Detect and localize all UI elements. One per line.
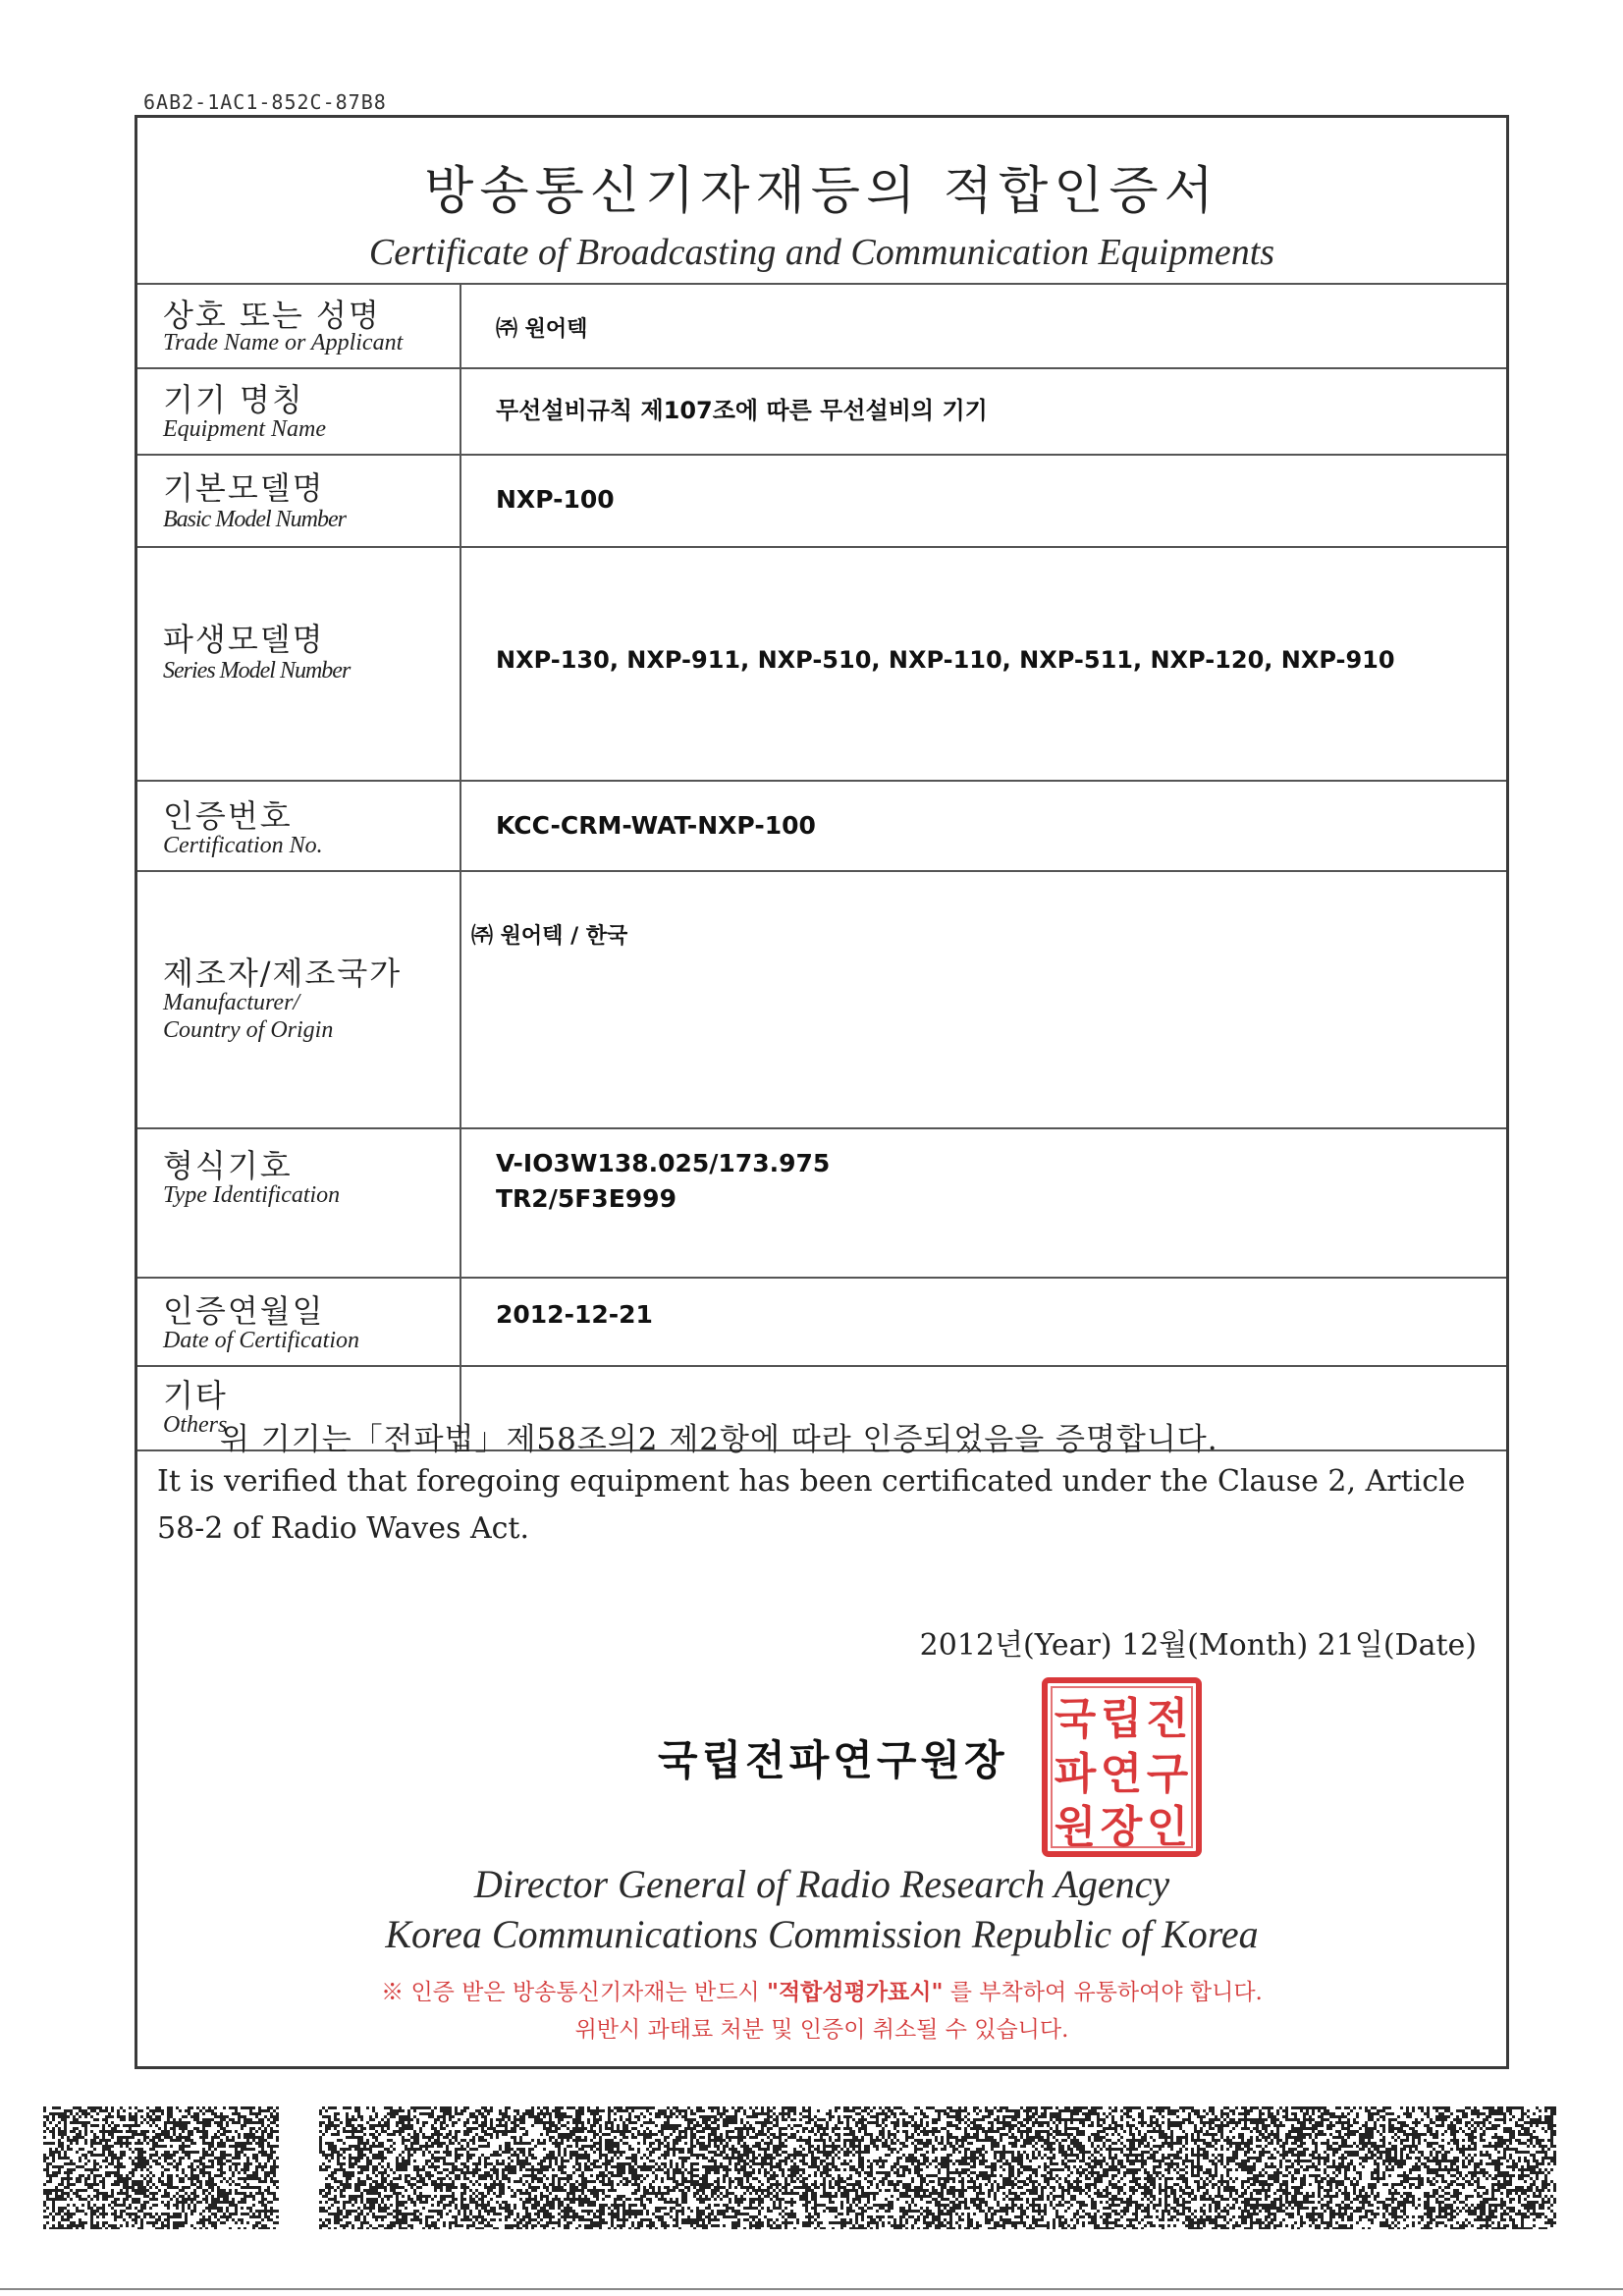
field-value-equipment-name: 무선설비규칙 제107조에 따른 무선설비의 기기 — [496, 397, 988, 424]
field-label-english: Certification No. — [163, 833, 323, 858]
field-label-english: Series Model Number — [163, 658, 351, 683]
notice-line-1 — [137, 1974, 1506, 2006]
seal-character: 립 — [1100, 1694, 1143, 1744]
field-label-korean: 인증연월일 — [163, 1292, 325, 1330]
field-value-date-of-certification: 2012-12-21 — [496, 1300, 653, 1329]
field-value-manufacturer: ㈜ 원어텍 / 한국 — [471, 924, 628, 949]
field-row-certification-number — [137, 782, 1506, 872]
field-label-korean: 제조자/제조국가 — [163, 955, 403, 992]
2d-barcode-right — [319, 2106, 1556, 2229]
certificate-title-english: Certificate of Broadcasting and Communication Equipments — [368, 232, 1275, 273]
field-label-korean: 파생모델명 — [163, 621, 325, 658]
field-label-cell — [137, 782, 461, 870]
field-label-english: Type Identification — [163, 1182, 341, 1208]
field-row-trade-name — [137, 285, 1506, 369]
issuer-organization-english: Korea Communications Commission Republic of Korea — [385, 1912, 1259, 1956]
notice-line-2: 위반시 과태료 처분 및 인증이 취소될 수 있습니다. — [574, 2017, 1069, 2043]
certificate-frame — [135, 115, 1509, 2069]
field-value-basic-model: NXP-100 — [496, 485, 615, 514]
field-label-english: Others — [163, 1412, 228, 1438]
field-value-certification-number: KCC-CRM-WAT-NXP-100 — [496, 811, 816, 840]
seal-character: 국 — [1054, 1694, 1097, 1744]
field-label-korean: 기기 명칭 — [163, 381, 304, 418]
field-label-korean: 형식기호 — [163, 1147, 293, 1184]
field-row-type-identification — [137, 1129, 1506, 1279]
certificate-fields-table — [137, 283, 1506, 1438]
field-label-english: Trade Name or Applicant — [163, 330, 404, 355]
issuer-title-english: Director General of Radio Research Agency — [473, 1862, 1170, 1906]
seal-character: 원 — [1054, 1802, 1097, 1852]
field-row-date-of-certification — [137, 1279, 1506, 1367]
field-row-series-model — [137, 548, 1506, 782]
notice-suffix: 를 부착하여 유통하여야 합니다. — [943, 1980, 1263, 2005]
seal-character: 파 — [1054, 1749, 1097, 1799]
field-label-cell — [137, 369, 461, 454]
official-seal-stamp — [1041, 1676, 1203, 1858]
field-label-korean: 상호 또는 성명 — [163, 297, 381, 334]
field-label-cell — [137, 456, 461, 546]
field-label-korean: 기타 — [163, 1377, 228, 1414]
field-label-cell — [137, 1129, 461, 1277]
notice-prefix: ※ 인증 받은 방송통신기자재는 반드시 — [381, 1980, 767, 2005]
field-label-cell — [137, 1279, 461, 1365]
field-label-cell — [137, 548, 461, 780]
field-label-english: Basic Model Number — [163, 507, 346, 532]
issuer-title-korean: 국립전파연구원장 — [658, 1736, 1008, 1784]
2d-barcode-left — [43, 2106, 279, 2229]
seal-character: 연 — [1100, 1749, 1143, 1799]
seal-character: 인 — [1146, 1802, 1189, 1852]
notice-highlight: "적합성평가표시" — [766, 1980, 944, 2005]
field-label-korean: 인증번호 — [163, 797, 293, 835]
statement-english: It is verified that foregoing equipment has been certificated under the Clause 2, Article 58-2 of Radio Waves Act. — [157, 1464, 1466, 1546]
field-value-trade-name: ㈜ 원어텍 — [496, 317, 588, 342]
field-value-type-identification: V-IO3W138.025/173.975 — [496, 1149, 831, 1177]
certificate-title-korean: 방송통신기자재등의 적합인증서 — [424, 162, 1219, 221]
field-row-basic-model — [137, 456, 1506, 548]
field-label-english-line2: Country of Origin — [163, 1017, 334, 1043]
field-label-cell — [137, 285, 461, 367]
field-label-english: Date of Certification — [163, 1328, 359, 1353]
issue-date: 2012년(Year) 12월(Month) 21일(Date) — [919, 1628, 1477, 1663]
seal-character: 구 — [1146, 1749, 1189, 1799]
field-label-korean: 기본모델명 — [163, 469, 325, 507]
field-row-manufacturer — [137, 872, 1506, 1129]
seal-character: 장 — [1100, 1802, 1143, 1852]
seal-character: 전 — [1146, 1694, 1189, 1744]
field-row-equipment-name — [137, 369, 1506, 456]
page-bottom-rule — [0, 2288, 1623, 2290]
statement-korean: 위 기기는「전파법」제58조의2 제2항에 따라 인증되었음을 증명합니다. — [220, 1422, 1218, 1457]
document-id: 6AB2-1AC1-852C-87B8 — [143, 90, 387, 114]
field-label-cell — [137, 872, 461, 1127]
field-value-type-identification-line2: TR2/5F3E999 — [496, 1184, 676, 1213]
field-value-series-models: NXP-130, NXP-911, NXP-510, NXP-110, NXP-511, NXP-120, NXP-910 — [496, 646, 1395, 674]
field-label-english: Manufacturer/ — [163, 990, 300, 1015]
field-label-english: Equipment Name — [163, 416, 326, 442]
